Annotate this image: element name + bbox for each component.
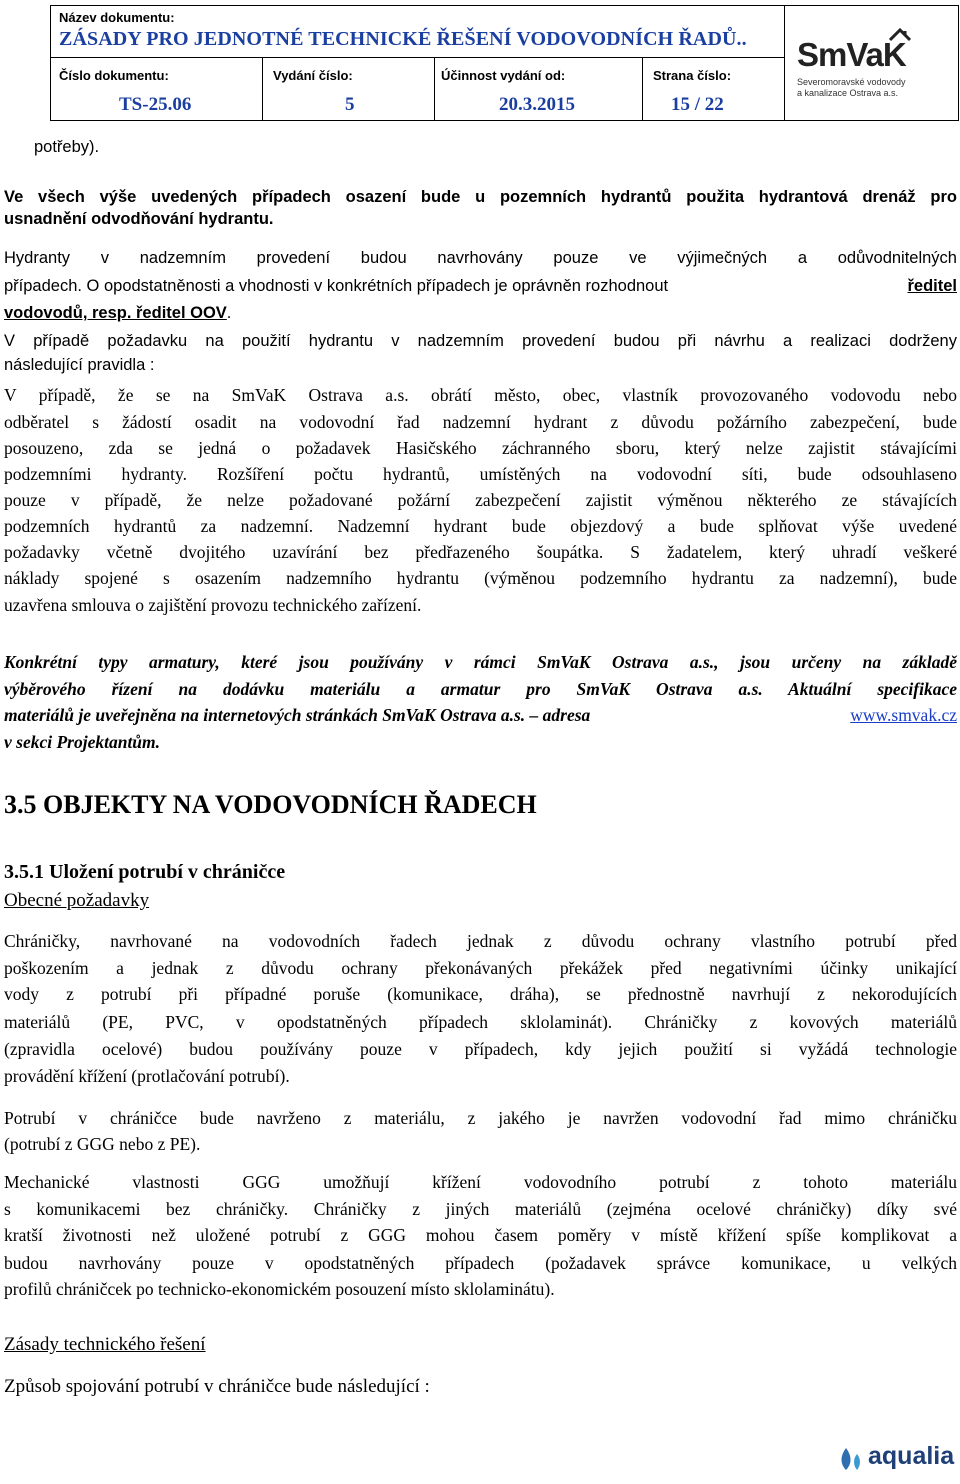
doc-number: TS-25.06 [119,94,192,115]
subsection-heading: 3.5.1 Uložení potrubí v chráničce [4,861,286,883]
page-number: 15 / 22 [671,94,724,115]
page-label: Strana číslo: [653,68,732,83]
paragraph-rules-line: V případě požadavku na použití hydrantu v nadzemním provedení budou při návrhu a realizaci dodrženy [4,332,957,350]
paragraph-joining-method: Způsob spojování potrubí v chráničce bude následující : [4,1376,430,1397]
paragraph-casing-line: vody z potrubí při případné poruše (komunikace, dráha), se přednostně navrhují z nekorodujících [4,984,957,1004]
aqualia-drop-icon [838,1446,868,1472]
paragraph-text: případech. O opodstatněnosti a vhodnosti v konkrétních případech je oprávněn rozhodnout [4,277,669,295]
doc-name-label: Název dokumentu: [59,10,175,25]
paragraph-request-line: požadavky včetně dvojitého uzavírání bez předřazeného šoupátka. S žadatelem, který uhradí veškeré [4,542,957,562]
doc-number-label: Číslo dokumentu: [59,68,169,83]
paragraph-aboveground-line: Hydranty v nadzemním provedení budou navrhovány pouze ve výjimečných a odůvodnitelných [4,249,957,267]
paragraph-request-line: odběratel s žádostí osadit na vodovodní řad nadzemní hydrant z důvodu požárního zabezpečení, bude [4,412,957,432]
logo-text: SmVaK [797,36,906,73]
paragraph-request-line: pouze v případě, že nelze požadované požární zabezpečení zajistit výměnou některého ze stávajících [4,490,957,510]
paragraph-casing-line: (zpravidla ocelové) budou používány pouze v případech, kdy jejich použití si vyžádá technologie [4,1039,957,1059]
paragraph-casing-line: Chráničky, navrhované na vodovodních řadech jednak z důvodu ochrany vlastního potrubí před [4,931,957,951]
paragraph-drainage-line: usnadnění odvodňování hydrantu. [4,210,274,228]
paragraph-ggg-line: s komunikacemi bez chráničky. Chráničky z jiných materiálů (zejména ocelové chráničky) díky své [4,1199,957,1219]
section-heading: 3.5 OBJEKTY NA VODOVODNÍCH ŘADECH [4,790,537,819]
issue-label: Vydání číslo: [273,68,353,83]
director-oov-text: vodovodů, resp. ředitel OOV [4,304,227,322]
paragraph-ggg-line: Mechanické vlastnosti GGG umožňují křížení vodovodního potrubí z tohoto materiálu [4,1172,957,1192]
effective-label: Účinnost vydání od: [441,68,566,83]
paragraph-specification-line: výběrového řízení na dodávku materiálu a armatur pro SmVaK Ostrava a.s. Aktuální specifikace [4,679,957,699]
paragraph-casing-line: materiálů (PE, PVC, v opodstatněných případech sklolaminát). Chráničky z kovových materiálů [4,1012,957,1032]
paragraph-specification-line: Konkrétní typy armatury, které jsou používány v rámci SmVaK Ostrava a.s., jsou určeny na základě [4,652,957,672]
issue-cell [263,58,435,120]
header-title-row [51,6,785,58]
paragraph-request-line: podzemních hydrantů za nadzemní. Nadzemní hydrant bude objezdový a bude splňovat výše uvedené [4,516,957,536]
paragraph-ggg-line: profilů chráničcek po technicko-ekonomickém posouzení místo sklolaminátu). [4,1279,555,1299]
paragraph-request-line: uzavřena smlouva o zajištění provozu technického zařízení. [4,595,422,615]
paragraph-request-line: V případě, že se na SmVaK Ostrava a.s. obrátí město, obec, vlastník provozovaného vodovodu nebo [4,385,957,405]
logo-subtitle-1: Severomoravské vodovody [797,77,906,87]
document-header [50,5,959,121]
paragraph-specification-line [4,702,957,729]
subheading-general-requirements: Obecné požadavky [4,890,150,911]
paragraph-ggg-line: kratší životnosti než uložené potrubí z GGG mohou časem poměry v místě křížení spíše komplikovat a [4,1225,957,1245]
effective-cell [435,58,643,120]
period-text: . [226,304,232,322]
header-info [51,6,785,120]
paragraph-aboveground-line [4,273,957,300]
paragraph-rules-line: následující pravidla : [4,356,155,374]
effective-date: 20.3.2015 [499,94,575,115]
paragraph-ggg-line: budou navrhovány pouze v opodstatněných případech (požadavek správce komunikace, u velkých [4,1253,957,1273]
continued-text: potřeby). [34,138,100,156]
aqualia-text: aqualia [868,1442,955,1470]
paragraph-casing-line: poškozením a jednak z důvodu ochrany překonávaných překážek před negativními účinky unikající [4,958,957,978]
paragraph-request-line: posouzeno, zda se jedná o požadavek Hasičského záchranného sboru, který nelze zajistit stávajícími [4,438,957,458]
paragraph-request-line: náklady spojené s osazením nadzemního hydrantu (výměnou podzemního hydrantu za nadzemní), bude [4,568,957,588]
paragraph-drainage-line: Ve všech výše uvedených případech osazení bude u pozemních hydrantů použita hydrantová drenáž pro [4,188,957,206]
director-text: ředitel [907,277,957,295]
paragraph-pipe-material-line: (potrubí z GGG nebo z PE). [4,1134,201,1154]
issue-number: 5 [345,94,355,115]
paragraph-text: materiálů je uveřejněna na internetových stránkách SmVaK Ostrava a.s. – adresa [4,705,591,725]
subheading-technical-principles: Zásady technického řešení [4,1334,206,1355]
smvak-website-link[interactable]: www.smvak.cz [850,705,957,725]
doc-number-cell [51,58,263,120]
aqualia-logo [838,1428,956,1480]
logo-roof-icon [889,28,911,48]
smvak-logo [785,6,960,120]
page-cell [643,58,785,120]
logo-subtitle-2: a kanalizace Ostrava a.s. [797,88,899,98]
paragraph-request-line: podzemními hydranty. Rozšíření počtu hydrantů, umístěných na vodovodní síti, bude odsouhlaseno [4,464,957,484]
paragraph-specification-line: v sekci Projektantům. [4,732,161,752]
doc-title: ZÁSADY PRO JEDNOTNÉ TECHNICKÉ ŘEŠENÍ VODOVODNÍCH ŘADŮ.. [59,28,747,50]
paragraph-aboveground-line [4,300,231,327]
paragraph-pipe-material-line: Potrubí v chráničce bude navrženo z materiálu, z jakého je navržen vodovodní řad mimo chráničku [4,1108,957,1128]
paragraph-casing-line: provádění křížení (protlačování potrubí). [4,1066,290,1086]
